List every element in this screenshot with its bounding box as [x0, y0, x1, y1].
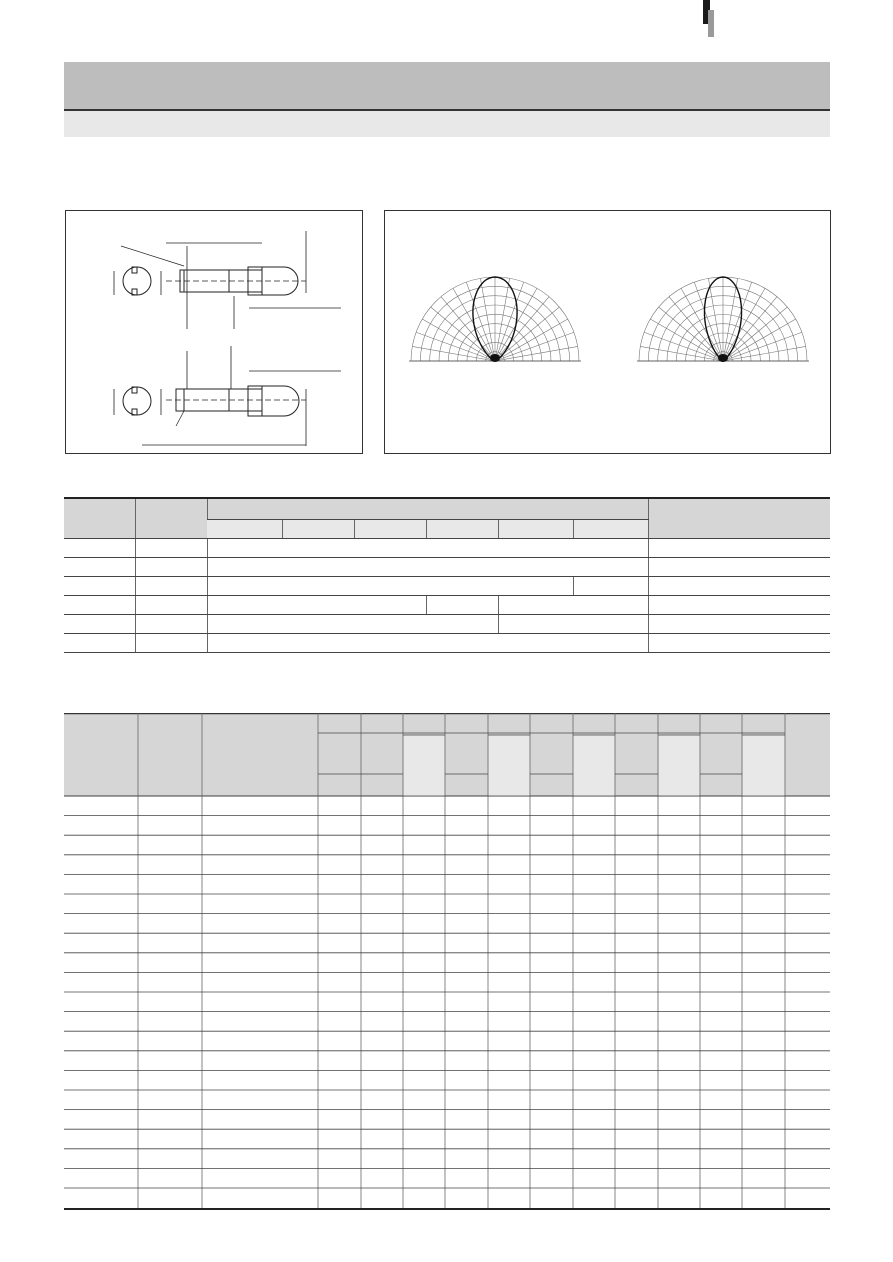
title-band [64, 62, 830, 111]
table-row [64, 596, 830, 615]
header-subcell [489, 735, 530, 796]
product-table-header [64, 713, 830, 796]
spec-table [64, 497, 830, 653]
led-lens-bottom [262, 386, 299, 416]
led-outline-drawing-icon [66, 211, 364, 455]
table-row [64, 634, 830, 653]
outline-dimensions-panel [65, 210, 363, 454]
table-row [64, 615, 830, 634]
pattern-left [409, 277, 581, 362]
subtitle-band [64, 111, 830, 137]
table-row [64, 558, 830, 577]
header-subcell [743, 735, 785, 796]
table-row [64, 539, 830, 558]
section-tab-marker-shadow [708, 10, 714, 37]
header-subcell [659, 735, 700, 796]
header-subcell [574, 735, 615, 796]
polar-radiation-pattern-icon [385, 211, 832, 455]
product-table [64, 713, 830, 1210]
header-subcell [404, 735, 445, 796]
directivity-panel [384, 210, 831, 454]
table-row [64, 577, 830, 596]
pattern-right [637, 277, 809, 362]
